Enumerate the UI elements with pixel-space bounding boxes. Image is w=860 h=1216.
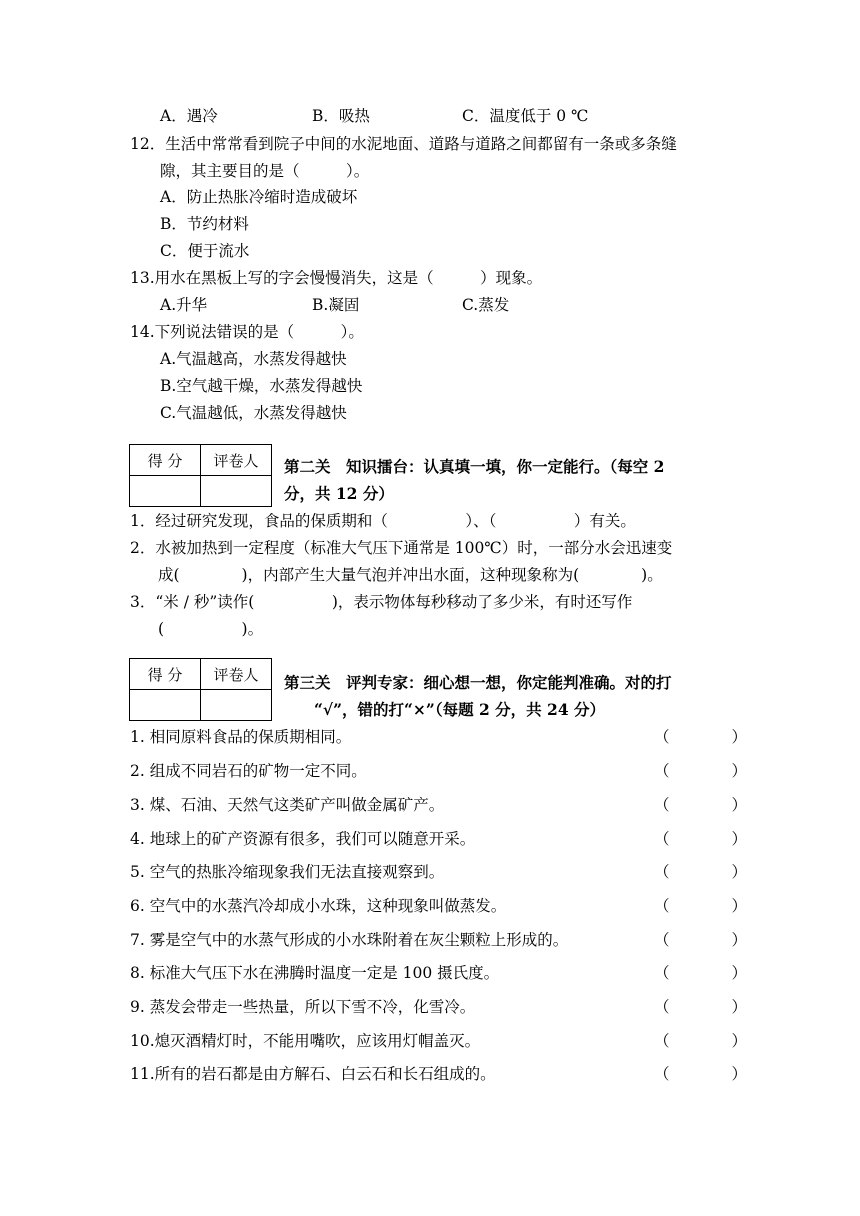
answer-blank-10[interactable]: （ ） <box>654 1032 748 1050</box>
q12-stem-line2: 隙，其主要目的是（ ）。 <box>160 162 370 180</box>
grader-cell[interactable] <box>201 476 272 507</box>
answer-blank-11[interactable]: （ ） <box>654 1065 748 1083</box>
q11-option-a: A．遇冷 <box>160 107 218 125</box>
section2-heading-line1: 第二关 知识擂台：认真填一填，你一定能行。（每空 2 <box>284 457 665 476</box>
answer-blank-6[interactable]: （ ） <box>654 897 748 915</box>
answer-blank-5[interactable]: （ ） <box>654 863 748 881</box>
q12-option-a: A．防止热胀冷缩时造成破坏 <box>160 188 358 206</box>
section3-item-9: 9. 蒸发会带走一些热量，所以下雪不冷，化雪冷。 <box>130 998 476 1016</box>
q14-option-c: C.气温越低，水蒸发得越快 <box>160 404 347 422</box>
q11-option-c: C．温度低于 0 ℃ <box>462 107 589 125</box>
grader-label: 评卷人 <box>201 445 272 476</box>
answer-blank-3[interactable]: （ ） <box>654 796 748 814</box>
q12-option-b: B．节约材料 <box>160 215 249 233</box>
section2-item-2-line2: 成( )，内部产生大量气泡并冲出水面，这种现象称为( )。 <box>158 566 663 584</box>
grader-cell[interactable] <box>201 690 272 721</box>
q12-stem-line1: 12．生活中常常看到院子中间的水泥地面、道路与道路之间都留有一条或多条缝 <box>130 135 677 153</box>
q14-stem: 14.下列说法错误的是（ ）。 <box>130 323 364 341</box>
q13-stem: 13.用水在黑板上写的字会慢慢消失，这是（ ）现象。 <box>130 269 543 287</box>
score-cell[interactable] <box>130 690 201 721</box>
section2-item-1: 1．经过研究发现，食品的保质期和（ ）、（ ）有关。 <box>130 512 636 530</box>
q13-option-a: A.升华 <box>160 296 208 314</box>
section3-item-5: 5. 空气的热胀冷缩现象我们无法直接观察到。 <box>130 863 445 881</box>
section2-heading-line2: 分，共 12 分） <box>284 484 394 503</box>
answer-blank-8[interactable]: （ ） <box>654 964 748 982</box>
answer-blank-1[interactable]: （ ） <box>654 728 748 746</box>
q14-option-a: A.气温越高，水蒸发得越快 <box>160 350 347 368</box>
section3-item-10: 10.熄灭酒精灯时，不能用嘴吹，应该用灯帽盖灭。 <box>130 1032 481 1050</box>
q11-option-b: B．吸热 <box>312 107 370 125</box>
section3-item-3: 3. 煤、石油、天然气这类矿产叫做金属矿产。 <box>130 796 445 814</box>
q12-option-c: C．便于流水 <box>160 242 250 260</box>
score-label: 得 分 <box>130 659 201 690</box>
q14-option-b: B.空气越干燥，水蒸发得越快 <box>160 377 363 395</box>
section2-item-2-line1: 2．水被加热到一定程度（标准大气压下通常是 100℃）时，一部分水会迅速变 <box>130 539 673 557</box>
answer-blank-9[interactable]: （ ） <box>654 998 748 1016</box>
answer-blank-4[interactable]: （ ） <box>654 830 748 848</box>
section2-score-box <box>129 444 272 507</box>
section2-item-3-line2: ( )。 <box>158 620 264 638</box>
q13-option-b: B.凝固 <box>312 296 360 314</box>
section3-item-1: 1. 相同原料食品的保质期相同。 <box>130 728 352 746</box>
section3-item-11: 11.所有的岩石都是由方解石、白云石和长石组成的。 <box>130 1065 496 1083</box>
section3-item-2: 2. 组成不同岩石的矿物一定不同。 <box>130 762 367 780</box>
section3-heading-line1: 第三关 评判专家：细心想一想，你定能判准确。对的打 <box>284 673 672 692</box>
score-cell[interactable] <box>130 476 201 507</box>
section3-item-6: 6. 空气中的水蒸汽冷却成小水珠，这种现象叫做蒸发。 <box>130 897 507 915</box>
section3-item-7: 7. 雾是空气中的水蒸气形成的小水珠附着在灰尘颗粒上形成的。 <box>130 931 569 949</box>
section3-heading-line2: “√”，错的打“×”（每题 2 分，共 24 分） <box>314 700 606 719</box>
grader-label: 评卷人 <box>201 659 272 690</box>
answer-blank-2[interactable]: （ ） <box>654 762 748 780</box>
score-label: 得 分 <box>130 445 201 476</box>
section3-score-box <box>129 658 272 721</box>
answer-blank-7[interactable]: （ ） <box>654 931 748 949</box>
section3-item-8: 8. 标准大气压下水在沸腾时温度一定是 100 摄氏度。 <box>130 964 500 982</box>
q13-option-c: C.蒸发 <box>462 296 510 314</box>
section3-item-4: 4. 地球上的矿产资源有很多，我们可以随意开采。 <box>130 830 476 848</box>
section2-item-3-line1: 3．“米 / 秒”读作( )，表示物体每秒移动了多少米，有时还写作 <box>130 593 633 611</box>
